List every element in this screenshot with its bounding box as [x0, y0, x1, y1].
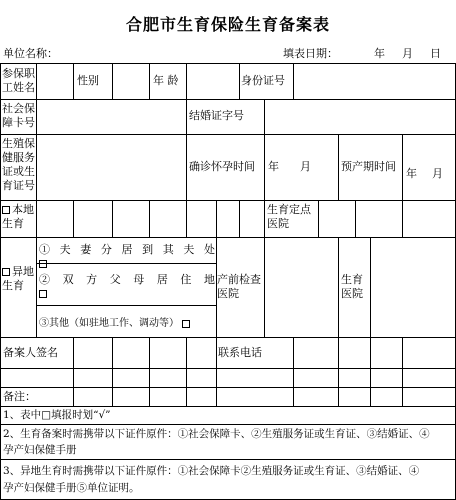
col-divider	[149, 337, 150, 406]
year-label: 年	[374, 47, 385, 60]
employee-name-label: 参保职工姓名	[2, 67, 35, 94]
note-divider	[0, 459, 456, 460]
col-divider	[370, 237, 371, 337]
col-divider	[338, 237, 339, 337]
fill-date-label: 填表日期：	[283, 47, 338, 60]
row-divider	[0, 337, 456, 338]
note-divider	[0, 424, 456, 425]
local-birth-checkbox[interactable]	[2, 206, 10, 214]
col-divider	[402, 200, 403, 237]
col-divider	[370, 337, 371, 406]
row-divider	[0, 200, 456, 201]
row-divider	[0, 237, 456, 238]
note-3-line-1: 3、异地生育时需携带以下证件原件：①社会保障卡②生殖服务证或生育证、③结婚证、④	[3, 465, 420, 477]
remote-birth-label: 异地生育	[2, 265, 34, 292]
local-birth-option[interactable]	[2, 203, 36, 231]
col-divider	[402, 134, 403, 200]
col-divider	[402, 337, 403, 406]
col-divider	[355, 200, 356, 237]
local-hospital-label: 生育定点医院	[267, 203, 311, 230]
option-3-checkbox[interactable]	[182, 320, 190, 328]
row-divider	[0, 368, 456, 369]
due-time-label: 预产期时间	[341, 160, 396, 173]
pregnancy-year-label: 年	[268, 160, 279, 173]
prenatal-hospital-label: 产前检查医院	[217, 273, 261, 300]
col-divider	[186, 134, 187, 200]
due-month-label: 月	[432, 167, 443, 180]
col-divider	[338, 337, 339, 406]
col-divider	[264, 134, 265, 200]
option-2[interactable]	[39, 273, 215, 301]
col-divider	[112, 200, 113, 237]
month-label: 月	[402, 47, 413, 60]
col-divider	[149, 200, 150, 237]
form-title: 合肥市生育保险生育备案表	[125, 15, 330, 34]
option-1[interactable]	[39, 243, 215, 271]
marriage-cert-label: 结婚证字号	[189, 109, 244, 122]
col-divider	[264, 99, 265, 134]
birth-hospital-label: 生育医院	[341, 273, 363, 300]
col-divider	[36, 99, 37, 134]
option-1-checkbox[interactable]	[39, 260, 47, 268]
option-1-label: ①夫妻分居到其夫处	[39, 243, 215, 256]
row-divider	[0, 134, 456, 135]
col-divider	[216, 200, 217, 237]
note-2-line-1: 2、生育备案时需携带以下证件原件：①社会保障卡、②生殖服务证或生育证、③结婚证、④	[3, 428, 430, 440]
contact-phone-label: 联系电话	[218, 346, 262, 359]
col-divider	[216, 337, 217, 406]
col-divider	[73, 63, 74, 99]
col-divider	[112, 63, 113, 99]
table-border-top	[0, 63, 456, 64]
col-divider	[36, 134, 37, 200]
filer-signature-label: 备案人签名	[3, 346, 58, 359]
remote-birth-option[interactable]	[2, 265, 36, 293]
table-border-left	[0, 63, 1, 500]
option-2-checkbox[interactable]	[39, 290, 47, 298]
option-2-label: ②双方父母居住地	[39, 273, 215, 286]
col-divider	[186, 337, 187, 406]
col-divider	[36, 200, 37, 237]
remark-label: 备注：	[3, 390, 36, 403]
day-label: 日	[430, 47, 441, 60]
col-divider	[112, 337, 113, 406]
col-divider	[36, 237, 37, 337]
local-birth-label: 本地生育	[2, 203, 34, 230]
col-divider	[239, 63, 240, 99]
col-divider	[186, 63, 187, 99]
birth-cert-label: 生殖保健服务证或生育证号	[2, 137, 35, 192]
due-year-label: 年	[406, 167, 417, 180]
age-label: 年 龄	[153, 74, 179, 87]
col-divider	[264, 237, 265, 337]
unit-name-label: 单位名称：	[3, 47, 58, 60]
col-divider	[186, 200, 187, 237]
option-3-label: ③其他（如驻地工作、调动等）	[39, 318, 179, 329]
pregnancy-time-label: 确诊怀孕时间	[189, 160, 255, 173]
col-divider	[264, 200, 265, 237]
col-divider	[338, 134, 339, 200]
col-divider	[293, 63, 294, 99]
id-number-label: 身份证号	[241, 74, 285, 87]
note-3-line-2: 孕产妇保健手册⑤单位证明。	[3, 482, 140, 494]
pregnancy-month-label: 月	[300, 160, 311, 173]
col-divider	[36, 63, 37, 99]
row-divider	[0, 99, 456, 100]
option-1-checkbox-row	[39, 257, 215, 271]
note-2-line-2: 孕产妇保健手册	[3, 444, 77, 456]
option-2-checkbox-row	[39, 287, 215, 301]
col-divider	[186, 99, 187, 134]
option-divider	[36, 305, 216, 306]
row-divider	[0, 387, 456, 388]
option-3[interactable]	[39, 317, 217, 331]
note-1: 1、表中□填报时划“√”	[3, 409, 111, 421]
col-divider	[73, 200, 74, 237]
remote-birth-checkbox[interactable]	[2, 268, 10, 276]
social-card-label: 社会保障卡号	[2, 102, 35, 129]
col-divider	[239, 200, 240, 237]
col-divider	[73, 337, 74, 406]
gender-label: 性别	[77, 74, 99, 87]
col-divider	[149, 63, 150, 99]
col-divider	[293, 337, 294, 406]
